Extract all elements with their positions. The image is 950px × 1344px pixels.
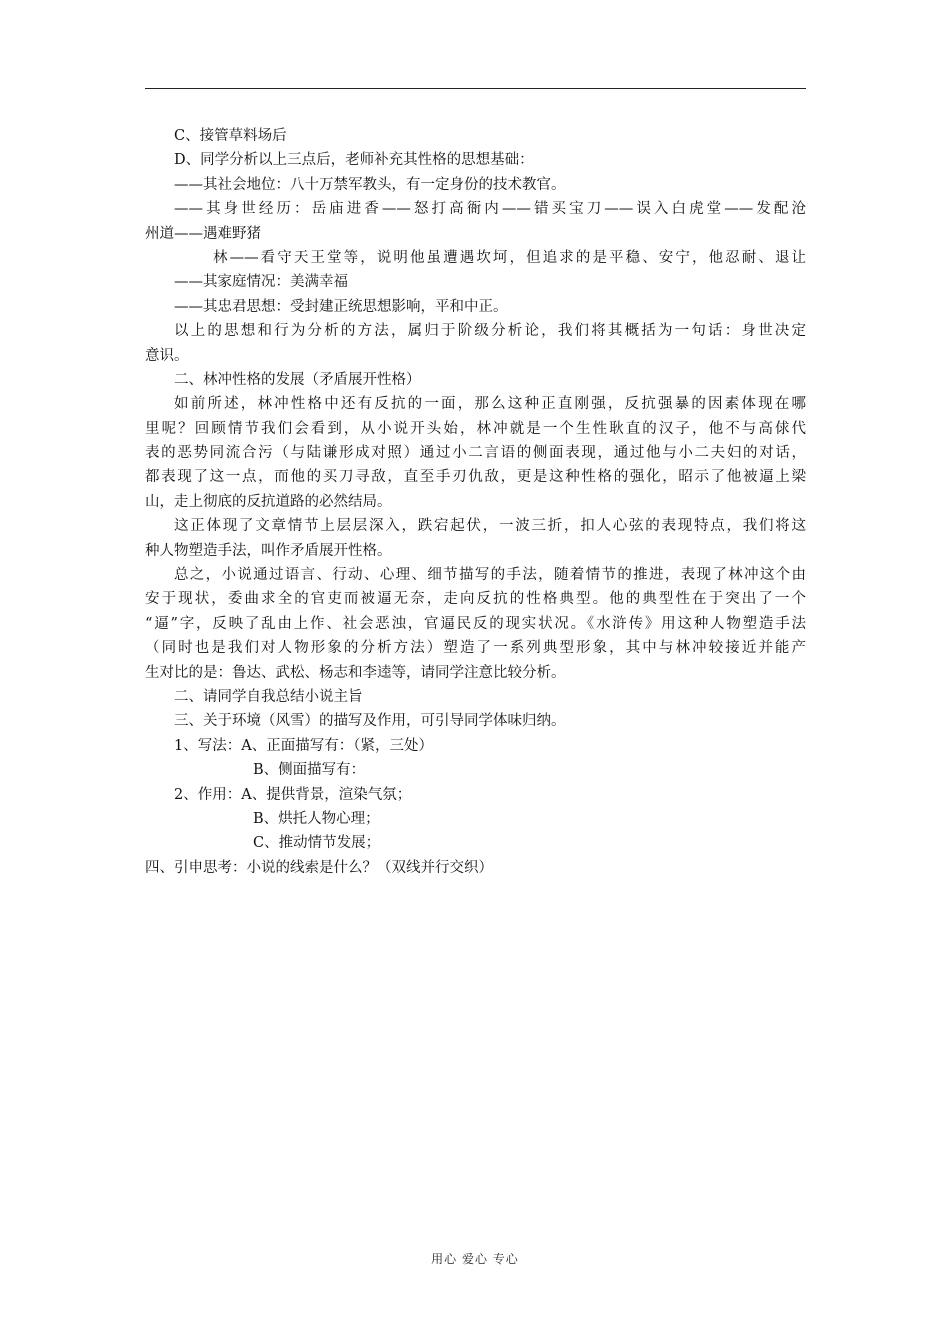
section-heading: 三、关于环境（风雪）的描写及作用，可引导同学体味归纳。: [174, 713, 566, 730]
text-line: ——其家庭情况：美满幸福: [174, 274, 348, 291]
header-rule: [145, 88, 806, 89]
text-line: 总之，小说通过语言、行动、心理、细节描写的手法，随着情节的推进，表现了林冲这个由: [174, 567, 806, 584]
text-line: 这正体现了文章情节上层层深入，跌宕起伏，一波三折，扣人心弦的表现特点，我们将这: [174, 518, 806, 535]
text-line: 以上的思想和行为分析的方法，属归于阶级分析论，我们将其概括为一句话：身世决定: [174, 323, 806, 340]
text-line: 安于现状，委曲求全的官吏而被逼无奈，走向反抗的性格典型。他的典型性在于突出了一个: [145, 591, 806, 608]
text-line: 州道——遇难野猪: [145, 225, 261, 242]
list-item: B、侧面描写有：: [253, 762, 366, 779]
section-heading: 四、引申思考：小说的线索是什么？（双线并行交织）: [145, 859, 493, 876]
text-line: “逼”字，反映了乱由上作、社会恶浊，官逼民反的现实状况。《水浒传》用这种人物塑造手法: [145, 615, 806, 632]
text-line: C、接管草料场后: [174, 128, 287, 144]
text-line: ——其社会地位：八十万禁军教头，有一定身份的技术教官。: [174, 176, 566, 193]
text-line: 种人物塑造手法，叫作矛盾展开性格。: [145, 542, 392, 559]
text-line: 里呢？回顾情节我们会看到，从小说开头始，林冲就是一个生性耿直的汉子，他不与高俅代: [145, 420, 806, 437]
section-heading: 二、请同学自我总结小说主旨: [174, 688, 363, 705]
list-item: C、推动情节发展；: [253, 835, 381, 852]
text-line: 都表现了这一点，而他的买刀寻敌，直至手刃仇敌，更是这种性格的强化，昭示了他被逼上梁: [145, 469, 806, 486]
text-line: ——其身世经历：岳庙进香——怒打高衙内——错买宝刀——误入白虎堂——发配沧: [174, 201, 806, 218]
text-line: （同时也是我们对人物形象的分析方法）塑造了一系列典型形象，其中与林冲较接近并能产: [145, 640, 806, 657]
list-item: 1、写法：A、正面描写有：（紧，三处）: [174, 737, 433, 754]
list-item: B、烘托人物心理；: [253, 810, 380, 827]
text-line: 山，走上彻底的反抗道路的必然结局。: [145, 493, 392, 510]
text-line: 意识。: [145, 347, 189, 364]
text-line: D、同学分析以上三点后，老师补充其性格的思想基础：: [174, 152, 534, 169]
section-heading: 二、林冲性格的发展（矛盾展开性格）: [174, 371, 421, 388]
page-footer: 用心 爱心 专心: [431, 1252, 519, 1266]
text-line: ——其忠君思想：受封建正统思想影响，平和中正。: [174, 298, 508, 315]
text-line: 林——看守天王堂等，说明他虽遭遇坎坷，但追求的是平稳、安宁，他忍耐、退让: [213, 249, 806, 266]
text-line: 生对比的是：鲁达、武松、杨志和李逵等，请同学注意比较分析。: [145, 664, 566, 681]
document-body: [145, 124, 806, 880]
text-line: 如前所述，林冲性格中还有反抗的一面，那么这种正直刚强，反抗强暴的因素体现在哪: [174, 396, 806, 413]
text-line: 表的恶势同流合污（与陆谦形成对照）通过小二言语的侧面表现，通过他与小二夫妇的对话，: [145, 445, 806, 462]
list-item: 2、作用：A、提供背景，渲染气氛；: [174, 786, 412, 803]
